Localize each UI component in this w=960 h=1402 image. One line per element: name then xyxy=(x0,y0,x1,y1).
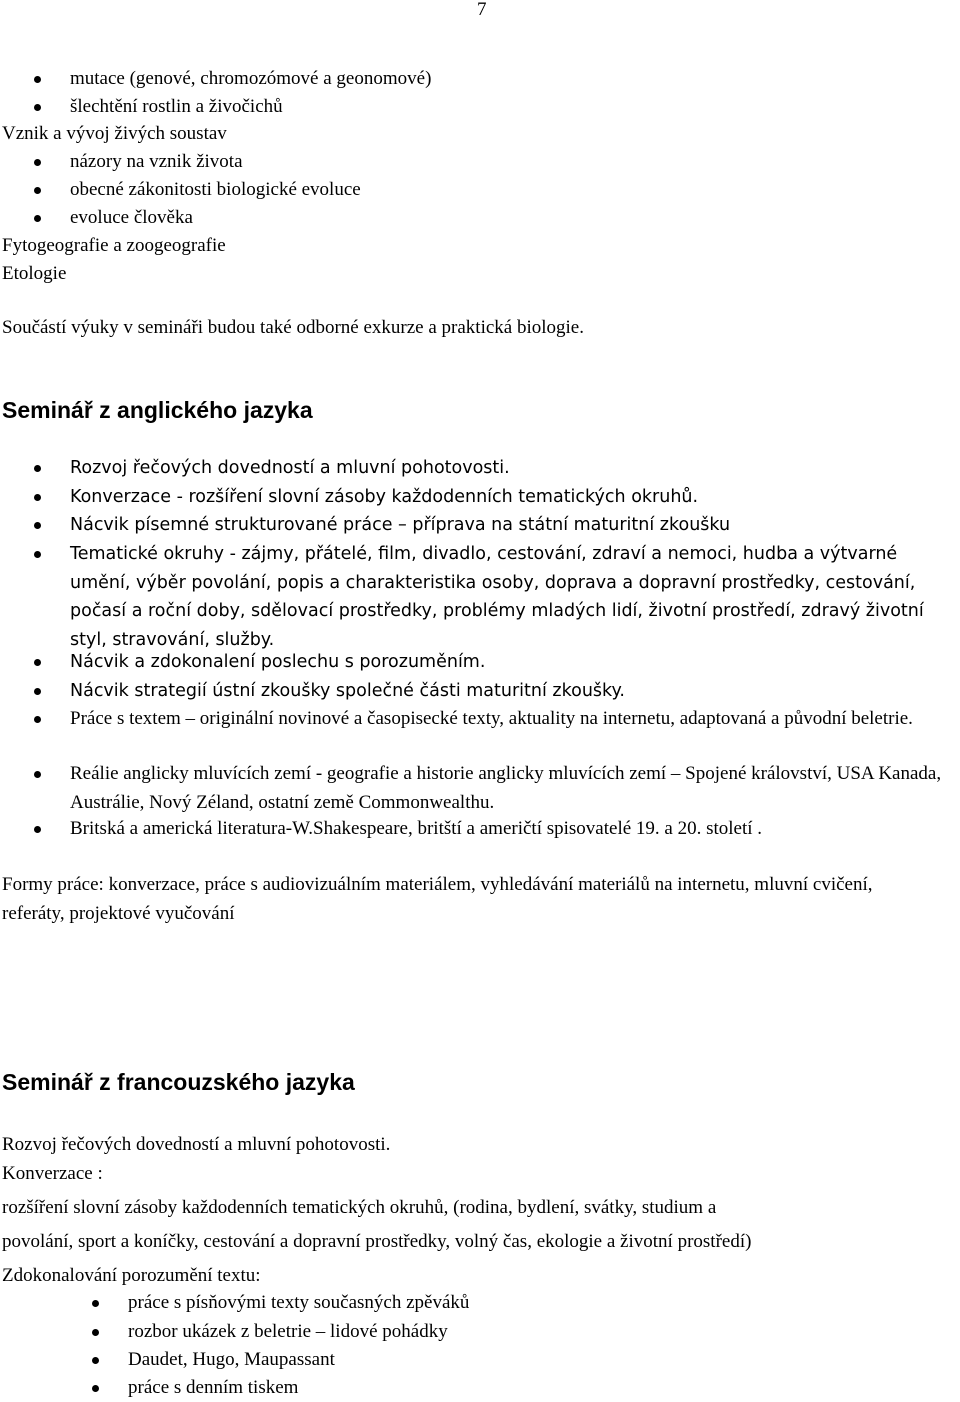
bullet-icon xyxy=(34,826,41,833)
page-number: 7 xyxy=(477,0,487,20)
bullet-icon xyxy=(92,1385,99,1392)
list-item: Nácvik strategií ústní zkoušky společné části maturitní zkoušky. xyxy=(70,677,625,705)
bullet-icon xyxy=(34,716,41,723)
section-title-english: Seminář z anglického jazyka xyxy=(2,397,313,423)
bullet-icon xyxy=(34,688,41,695)
list-item: práce s písňovými texty současných zpěváků xyxy=(128,1289,469,1317)
french-line-2: Konverzace : xyxy=(2,1163,103,1184)
english-forms: Formy práce: konverzace, práce s audiovizuálním materiálem, vyhledávání materiálů na internetu, mluvní cvičení, referáty, projektové vyučování xyxy=(2,874,873,924)
bullet-icon xyxy=(34,494,41,501)
subheading-geography: Fytogeografie a zoogeografie xyxy=(2,235,226,256)
list-item: rozbor ukázek z beletrie – lidové pohádky xyxy=(128,1318,448,1346)
bullet-icon xyxy=(34,187,41,194)
french-line-5: Zdokonalování porozumění textu: xyxy=(2,1265,261,1286)
french-line-3: rozšíření slovní zásoby každodenních tematických okruhů, (rodina, bydlení, svátky, studium a xyxy=(2,1197,717,1218)
bullet-icon xyxy=(34,465,41,472)
list-item: Britská a americká literatura-W.Shakespeare, britští a američtí spisovatelé 19. a 20. století . xyxy=(70,815,762,843)
list-item: Nácvik a zdokonalení poslechu s porozuměním. xyxy=(70,648,485,676)
bullet-icon xyxy=(34,104,41,111)
list-item: Konverzace - rozšíření slovní zásoby každodenních tematických okruhů. xyxy=(70,483,698,511)
bullet-icon xyxy=(34,76,41,83)
list-item: Rozvoj řečových dovedností a mluvní pohotovosti. xyxy=(70,454,510,482)
bullet-icon xyxy=(34,659,41,666)
bullet-icon xyxy=(34,522,41,529)
bullet-icon xyxy=(34,215,41,222)
biology-note: Součástí výuky v semináři budou také odborné exkurze a praktická biologie. xyxy=(2,317,584,338)
subheading-etology: Etologie xyxy=(2,263,67,284)
list-item: mutace (genové, chromozómové a geonomové) xyxy=(70,65,431,93)
bullet-icon xyxy=(34,159,41,166)
section-title-french: Seminář z francouzského jazyka xyxy=(2,1069,355,1095)
list-item: Reálie anglicky mluvících zemí - geografie a historie anglicky mluvících zemí – Spojené království, USA Kanada, Austrálie, Nový Zéland, ostatní země Commonwealthu. xyxy=(70,760,958,817)
list-item: evoluce člověka xyxy=(70,204,193,232)
french-line-1: Rozvoj řečových dovedností a mluvní pohotovosti. xyxy=(2,1134,391,1155)
list-item: obecné zákonitosti biologické evoluce xyxy=(70,176,361,204)
list-item: názory na vznik života xyxy=(70,148,243,176)
french-line-4: povolání, sport a koníčky, cestování a dopravní prostředky, volný čas, ekologie a životní prostředí) xyxy=(2,1231,752,1252)
bullet-icon xyxy=(92,1300,99,1307)
list-item: Práce s textem – originální novinové a časopisecké texty, aktuality na internetu, adaptovaná a původní beletrie. xyxy=(70,705,958,734)
bullet-icon xyxy=(92,1329,99,1336)
list-item: šlechtění rostlin a živočichů xyxy=(70,93,283,121)
bullet-icon xyxy=(34,551,41,558)
list-item: Tematické okruhy - zájmy, přátelé, film, divadlo, cestování, zdraví a nemoci, hudba a výtvarné umění, výběr povolání, popis a charakteristika osoby, doprava a dopravní prostředky, cestování, počasí a roční doby, sdělovací prostředky, problémy mladých lidí, životní prostředí, zdravý životní styl, stravování, služby. xyxy=(70,540,958,654)
list-item: práce s denním tiskem xyxy=(128,1374,298,1402)
list-item: Nácvik písemné strukturované práce – příprava na státní maturitní zkoušku xyxy=(70,511,730,539)
bullet-icon xyxy=(92,1357,99,1364)
bullet-icon xyxy=(34,771,41,778)
subheading-evolution: Vznik a vývoj živých soustav xyxy=(2,123,227,144)
list-item: Daudet, Hugo, Maupassant xyxy=(128,1346,335,1374)
